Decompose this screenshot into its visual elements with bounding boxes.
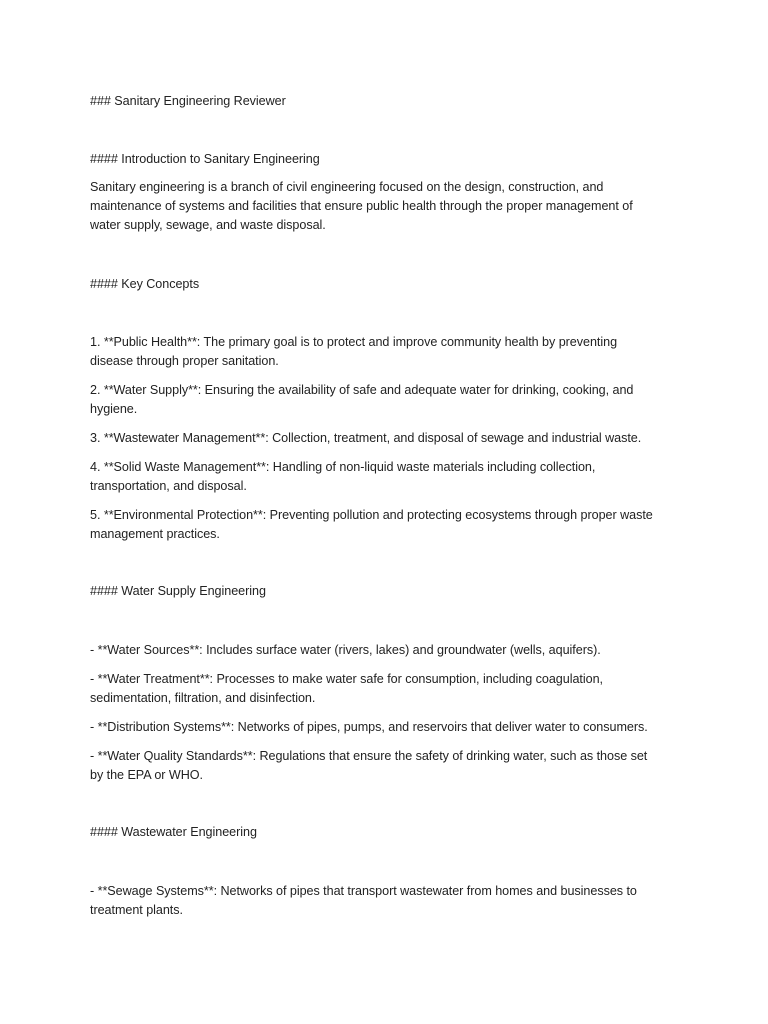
water-supply-item-treatment: - **Water Treatment**: Processes to make water safe for consumption, including coagulation, [90,672,603,686]
key-concept-item-wastewater: 3. **Wastewater Management**: Collection, treatment, and disposal of sewage and industrial waste. [90,431,642,445]
key-concept-item-water-supply: 2. **Water Supply**: Ensuring the availability of safe and adequate water for drinking, cooking, and [90,383,634,397]
key-concept-item-environmental-cont: management practices. [90,527,220,541]
key-concept-item-water-supply-cont: hygiene. [90,402,138,416]
water-supply-item-treatment-cont: sedimentation, filtration, and disinfection. [90,691,316,705]
key-concept-item-public-health-cont: disease through proper sanitation. [90,354,279,368]
wastewater-item-sewage-cont: treatment plants. [90,903,183,917]
water-supply-item-sources: - **Water Sources**: Includes surface water (rivers, lakes) and groundwater (wells, aquifers). [90,643,601,657]
water-supply-item-distribution: - **Distribution Systems**: Networks of pipes, pumps, and reservoirs that deliver water to consumers. [90,720,648,734]
wastewater-item-sewage: - **Sewage Systems**: Networks of pipes that transport wastewater from homes and businesses to [90,884,637,898]
key-concept-item-public-health: 1. **Public Health**: The primary goal is to protect and improve community health by preventing [90,335,618,349]
water-supply-heading: #### Water Supply Engineering [90,584,266,598]
water-supply-item-quality-cont: by the EPA or WHO. [90,768,203,782]
document-title: ### Sanitary Engineering Reviewer [90,94,286,108]
intro-paragraph-line: Sanitary engineering is a branch of civil engineering focused on the design, construction, and [90,180,604,194]
wastewater-heading: #### Wastewater Engineering [90,825,257,839]
water-supply-item-quality: - **Water Quality Standards**: Regulations that ensure the safety of drinking water, such as those set [90,749,648,763]
intro-paragraph-line: water supply, sewage, and waste disposal. [90,218,326,232]
key-concepts-heading: #### Key Concepts [90,277,200,291]
intro-paragraph-line: maintenance of systems and facilities that ensure public health through the proper management of [90,199,633,213]
key-concept-item-solid-waste-cont: transportation, and disposal. [90,479,247,493]
intro-heading: #### Introduction to Sanitary Engineering [90,152,320,166]
key-concept-item-solid-waste: 4. **Solid Waste Management**: Handling of non-liquid waste materials including collection, [90,460,596,474]
key-concept-item-environmental: 5. **Environmental Protection**: Preventing pollution and protecting ecosystems through proper waste [90,508,653,522]
